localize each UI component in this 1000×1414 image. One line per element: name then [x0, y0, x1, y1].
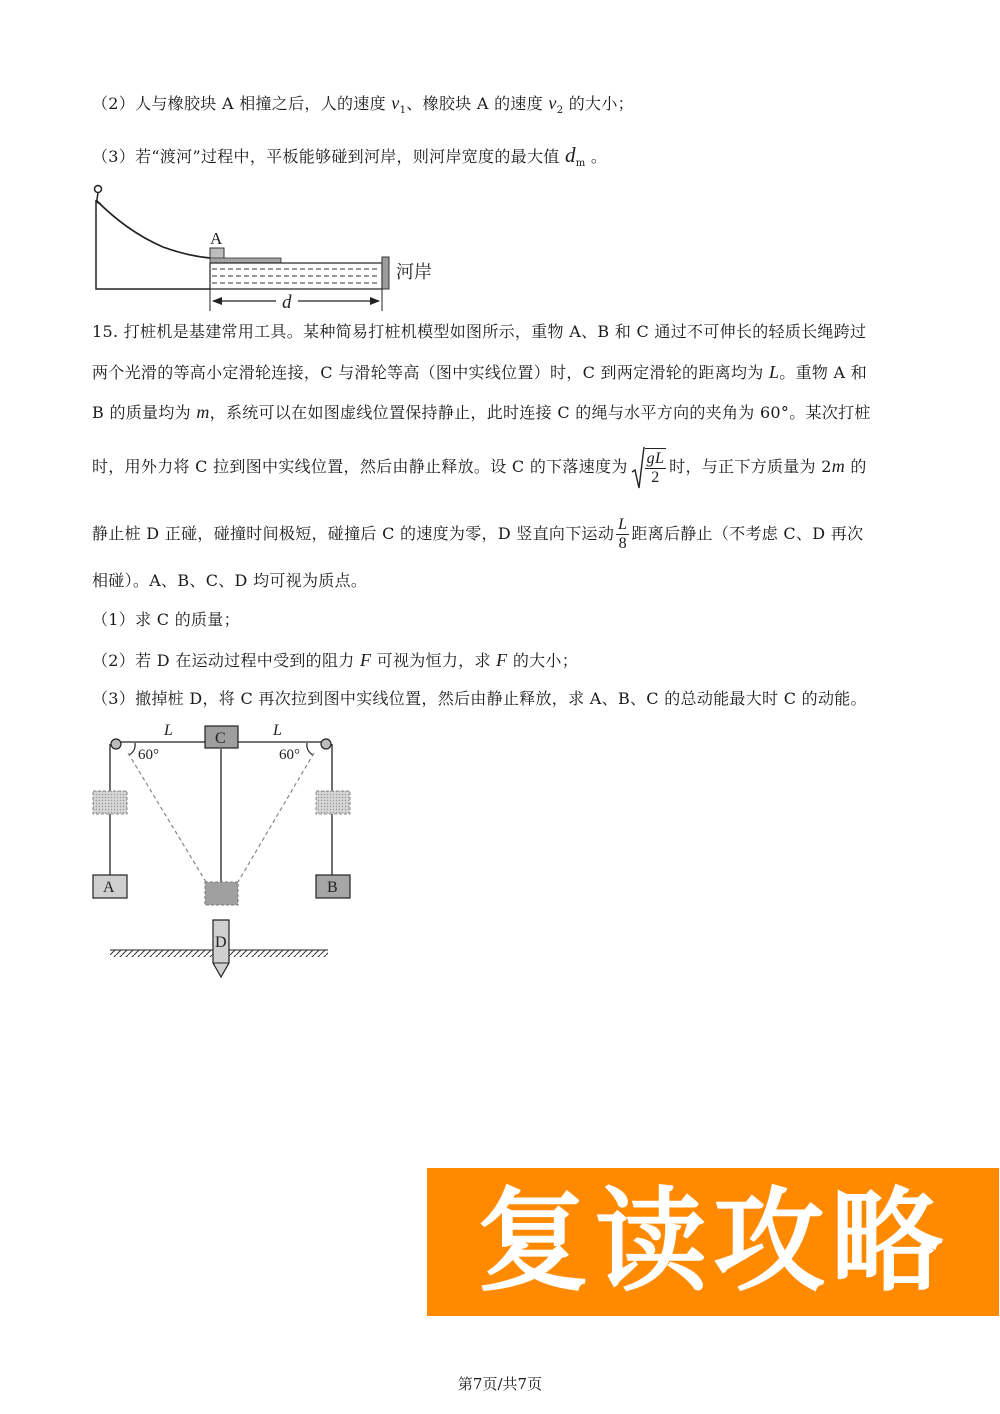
q15-line4-tail: 的	[845, 457, 867, 476]
q15-sub1: （1）求 C 的质量；	[92, 610, 240, 629]
watermark-banner	[427, 1168, 999, 1316]
q15-line5-post: 距离后静止（不考虑 C、D 再次	[631, 524, 864, 543]
label-angle-left: 60°	[138, 747, 159, 763]
pulley-right-icon	[321, 739, 331, 749]
var-F: F	[359, 650, 372, 670]
q15-line3-pre: B 的质量均为	[92, 403, 197, 422]
q15-figure	[80, 715, 380, 985]
q15-sub2-pre: （2）若 D 在运动过程中受到的阻力	[92, 651, 360, 670]
q14-figure	[88, 180, 458, 315]
sqrt-numerator: gL	[646, 450, 665, 467]
q15-line4-post: 时，与正下方质量为 2	[669, 457, 832, 476]
var-F-2: F	[496, 650, 508, 670]
label-block-a: A	[103, 879, 115, 896]
q15-line2	[92, 362, 867, 383]
frac-L-over-8	[616, 516, 629, 553]
page-number: 第7页/共7页	[457, 1375, 543, 1393]
label-angle-right: 60°	[279, 747, 300, 763]
label-block-b: B	[327, 879, 338, 896]
frac-denominator: 8	[618, 535, 627, 552]
sqrt-denominator: 2	[651, 469, 660, 486]
q15-line4-pre: 时，用外力将 C 拉到图中实线位置，然后由静止释放。设 C 的下落速度为	[92, 457, 628, 476]
q15-line5	[92, 516, 863, 553]
q15-line4	[92, 448, 867, 487]
label-block-a: A	[210, 229, 223, 248]
label-block-c: C	[215, 730, 226, 747]
var-v2: v	[548, 93, 557, 113]
var-v2-sub: 2	[556, 105, 564, 117]
q14-part2	[92, 93, 634, 121]
label-length-left: L	[164, 722, 173, 739]
q15-line2-tail: 。重物 A 和	[779, 363, 868, 382]
label-width-d: d	[282, 292, 292, 313]
var-m-2: m	[831, 456, 846, 476]
q15-line1: 15. 打桩机是基建常用工具。某种简易打桩机模型如图所示，重物 A、B 和 C 通过不可伸长的轻质长绳跨过	[92, 322, 867, 341]
var-m: m	[196, 402, 210, 422]
q15-sub2-mid: 可视为恒力，求	[371, 651, 497, 670]
q15-line3	[92, 402, 871, 423]
q14-part3	[92, 145, 607, 174]
label-pile-d: D	[215, 934, 227, 951]
label-length-right: L	[273, 722, 282, 739]
var-dm-sub: m	[575, 158, 586, 170]
q15-line2-text: 两个光滑的等高小定滑轮连接，C 与滑轮等高（图中实线位置）时，C 到两定滑轮的距离均为	[92, 363, 769, 382]
q15-line5-pre: 静止桩 D 正碰，碰撞时间极短，碰撞后 C 的速度为零，D 竖直向下运动	[92, 524, 615, 543]
q15-sub2-post: 的大小；	[507, 651, 579, 670]
label-river-bank: 河岸	[396, 262, 432, 283]
var-v1: v	[391, 93, 400, 113]
q14-part3-suffix: 。	[585, 147, 608, 166]
q14-part2-suffix: 的大小；	[563, 94, 634, 113]
var-v1-sub: 1	[399, 105, 407, 117]
frac-numerator: L	[618, 516, 628, 533]
var-L: L	[768, 362, 780, 382]
q15-sub2	[92, 650, 578, 671]
sqrt-gl-over-2	[631, 448, 667, 487]
q15-line3-post: ，系统可以在如图虚线位置保持静止，此时连接 C 的绳与水平方向的夹角为 60°。某次打桩	[209, 403, 871, 422]
watermark-text: 复读攻略	[477, 1177, 949, 1307]
q15-line6: 相碰）。A、B、C、D 均可视为质点。	[92, 571, 368, 590]
var-dm: d	[564, 143, 576, 167]
q14-part3-text: （3）若“渡河”过程中，平板能够碰到河岸，则河岸宽度的最大值	[92, 147, 565, 166]
pulley-left-icon	[111, 739, 121, 749]
q14-part2-text: （2）人与橡胶块 A 相撞之后，人的速度	[92, 94, 392, 113]
q15-sub3: （3）撤掉桩 D，将 C 再次拉到图中实线位置，然后由静止释放，求 A、B、C 的总动能最大时 C 的动能。	[92, 689, 867, 708]
q14-part2-mid: 、橡胶块 A 的速度	[406, 94, 549, 113]
